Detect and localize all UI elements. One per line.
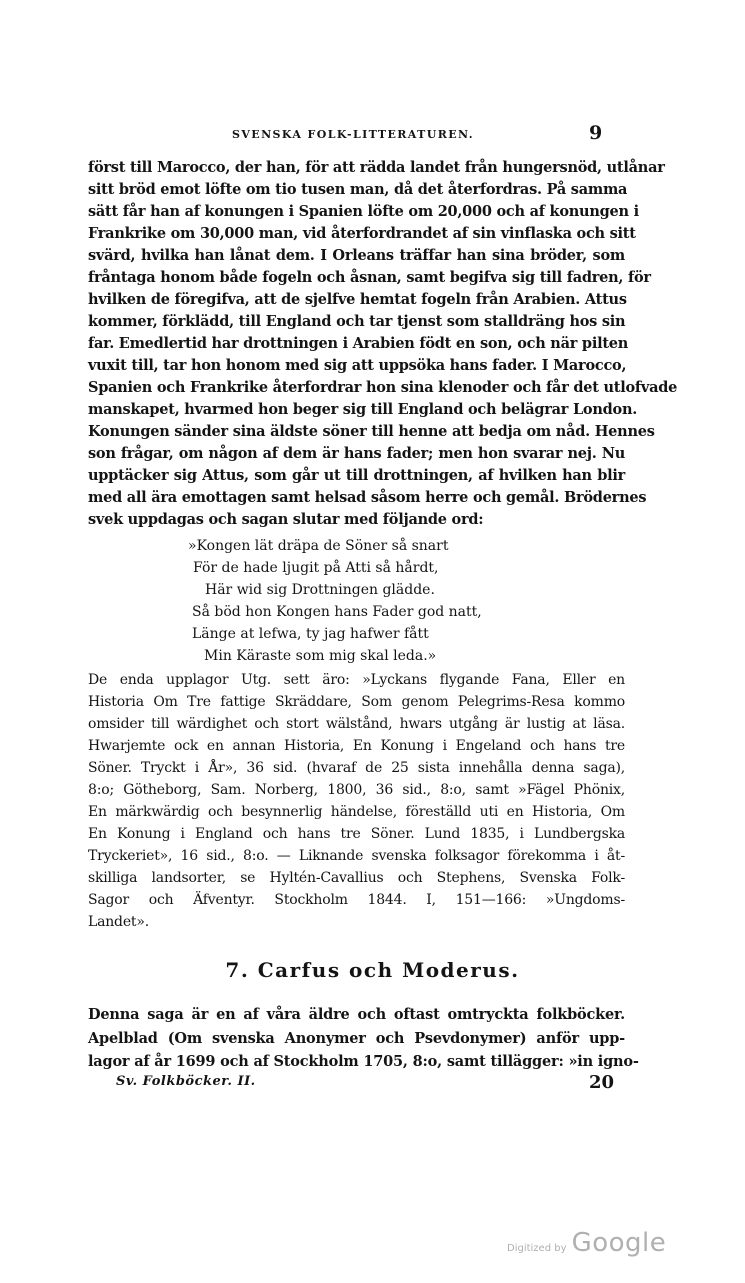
text-line: En märkwärdig och besynnerlig händelse, föreställd uti en Historia, Om — [88, 804, 625, 820]
text-line: Söner. Tryckt i År», 36 sid. (hvaraf de 25 sista innehålla denna saga), — [88, 760, 625, 776]
text-line: upptäcker sig Attus, som går ut till drottningen, af hvilken han blir — [88, 467, 625, 484]
text-line: fråntaga honom både fogeln och åsnan, samt begifva sig till fadren, för — [88, 269, 651, 286]
text-line: Hwarjemte ock en annan Historia, En Konung i Engeland och hans tre — [88, 738, 625, 754]
text-line: svek uppdagas och sagan slutar med följande ord: — [88, 511, 484, 528]
text-line: hvilken de föregifva, att de sjelfve hemtat fogeln från Arabien. Attus — [88, 291, 627, 308]
watermark-prefix: Digitized by — [507, 1243, 567, 1254]
text-line: svärd, hvilka han lånat dem. I Orleans träffar han sina bröder, som — [88, 247, 625, 264]
text-line: lagor af år 1699 och af Stockholm 1705, 8:o, samt tillägger: »in igno- — [88, 1053, 639, 1070]
digitized-watermark — [507, 1228, 666, 1258]
text-line: 8:o; Götheborg, Sam. Norberg, 1800, 36 sid., 8:o, samt »Fägel Phönix, — [88, 782, 625, 798]
text-line: Denna saga är en af våra äldre och oftast omtryckta folkböcker. — [88, 1006, 625, 1023]
signature-mark: 20 — [589, 1072, 615, 1093]
section-heading: 7. Carfus och Moderus. — [225, 958, 520, 982]
verse-line: Min Käraste som mig skal leda.» — [204, 648, 437, 664]
text-line: skilliga landsorter, se Hyltén-Cavallius och Stephens, Svenska Folk- — [88, 870, 625, 886]
text-line: Spanien och Frankrike återfordrar hon sina klenoder och får det utlofvade — [88, 379, 678, 396]
text-line: Konungen sänder sina äldste söner till henne att bedja om nåd. Hennes — [88, 423, 655, 440]
text-line: Apelblad (Om svenska Anonymer och Psevdonymer) anför upp- — [88, 1030, 625, 1047]
text-line: Tryckeriet», 16 sid., 8:o. — Liknande svenska folksagor förekomma i åt- — [88, 848, 625, 864]
page-number: 9 — [589, 122, 603, 144]
text-line: Landet». — [88, 914, 149, 930]
text-line: med all ära emottagen samt helsad såsom herre och gemål. Brödernes — [88, 489, 647, 506]
verse-line: »Kongen lät dräpa de Söner så snart — [188, 538, 449, 554]
text-line: son frågar, om någon af dem är hans fader; men hon svarar nej. Nu — [88, 445, 625, 462]
text-line: far. Emedlertid har drottningen i Arabien födt en son, och när pilten — [88, 335, 629, 352]
text-line: först till Marocco, der han, för att rädda landet från hungersnöd, utlånar — [88, 159, 665, 176]
watermark-brand: Google — [571, 1228, 667, 1258]
text-line: vuxit till, tar hon honom med sig att uppsöka hans fader. I Marocco, — [88, 357, 627, 374]
text-line: sitt bröd emot löfte om tio tusen man, då det återfordras. På samma — [88, 181, 628, 198]
text-line: Historia Om Tre fattige Skräddare, Som genom Pelegrims-Resa kommo — [88, 694, 625, 710]
text-line: manskapet, hvarmed hon beger sig till England och belägrar London. — [88, 401, 638, 418]
running-head: SVENSKA FOLK-LITTERATUREN. — [232, 128, 474, 141]
text-line: Frankrike om 30,000 man, vid återfordrandet af sin vinflaska och sitt — [88, 225, 636, 242]
verse-line: Så böd hon Kongen hans Fader god natt, — [192, 604, 482, 620]
text-line: En Konung i England och hans tre Söner. Lund 1835, i Lundbergska — [88, 826, 625, 842]
verse-line: Länge at lefwa, ty jag hafwer fått — [192, 626, 429, 642]
verse-line: För de hade ljugit på Atti så hårdt, — [193, 560, 439, 576]
signature-line: Sv. Folkböcker. II. — [116, 1074, 256, 1089]
text-line: sätt får han af konungen i Spanien löfte om 20,000 och af konungen i — [88, 203, 639, 220]
text-line: kommer, förklädd, till England och tar tjenst som stalldräng hos sin — [88, 313, 626, 330]
text-line: omsider till wärdighet och stort wälstånd, hwars utgång är lustig at läsa. — [88, 716, 625, 732]
verse-line: Här wid sig Drottningen glädde. — [205, 582, 435, 598]
text-line: Sagor och Äfventyr. Stockholm 1844. I, 151—166: »Ungdoms- — [88, 892, 625, 908]
text-line: De enda upplagor Utg. sett äro: »Lyckans flygande Fana, Eller en — [88, 672, 625, 688]
